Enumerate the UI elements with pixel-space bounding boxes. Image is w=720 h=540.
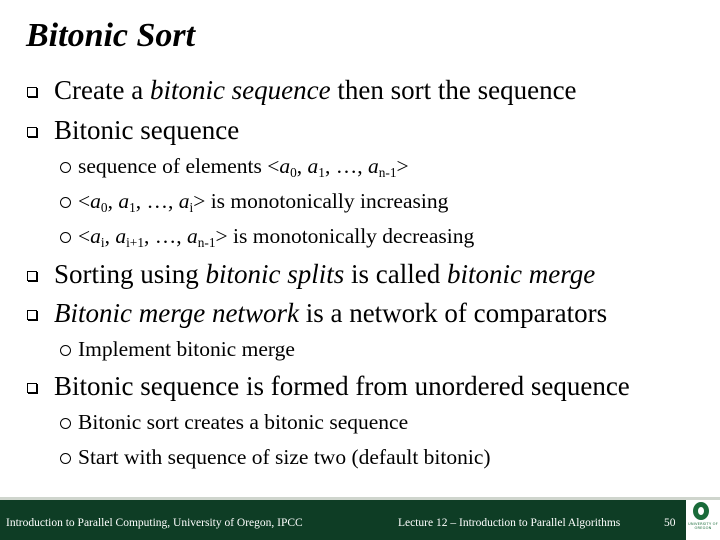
square-bullet-icon: [27, 383, 37, 393]
bullet-text: sequence of elements $<a_0$, $a_1$, …, $a_{n-1}>$: [78, 154, 409, 180]
bullet-text: Create a bitonic sequence then sort the sequence: [54, 75, 577, 105]
bullet-text: Bitonic sequence: [54, 115, 240, 145]
logo-o-mark: [693, 502, 709, 520]
circle-bullet-icon: [60, 418, 71, 429]
circle-bullet-icon: [60, 345, 71, 356]
bullet-text: Implement bitonic merge: [78, 337, 295, 361]
square-bullet-icon: [27, 310, 37, 320]
page-number: 50: [664, 517, 676, 529]
square-bullet-icon: [27, 271, 37, 281]
bullet-text: $<a_0$, $a_1$, …, $a_i>$ is monotonically increasing: [78, 189, 449, 215]
logo-text: UNIVERSITY OF OREGON: [688, 522, 718, 530]
slide-title: Bitonic Sort: [26, 17, 196, 54]
bullet-text: Bitonic sort creates a bitonic sequence: [78, 410, 409, 434]
footer-course: Introduction to Parallel Computing, University of Oregon, IPCC: [6, 517, 303, 529]
footer-bar: [0, 497, 720, 540]
bullet-text: Start with sequence of size two (default bitonic): [78, 445, 491, 469]
square-bullet-icon: [27, 127, 37, 137]
circle-bullet-icon: [60, 232, 71, 243]
circle-bullet-icon: [60, 197, 71, 208]
circle-bullet-icon: [60, 162, 71, 173]
footer-lecture: Lecture 12 – Introduction to Parallel Algorithms: [398, 517, 621, 529]
oregon-o-logo-icon: [686, 500, 720, 540]
bullet-text: Bitonic merge network is a network of comparators: [54, 298, 608, 328]
bullet-text: Bitonic sequence is formed from unordered sequence: [54, 371, 630, 401]
bullet-text: $<a_i$, $a_{i+1}$, …, $a_{n-1}>$ is monotonically decreasing: [78, 224, 475, 250]
square-bullet-icon: [27, 87, 37, 97]
circle-bullet-icon: [60, 453, 71, 464]
bullet-text: Sorting using bitonic splits is called bitonic merge: [54, 259, 596, 289]
